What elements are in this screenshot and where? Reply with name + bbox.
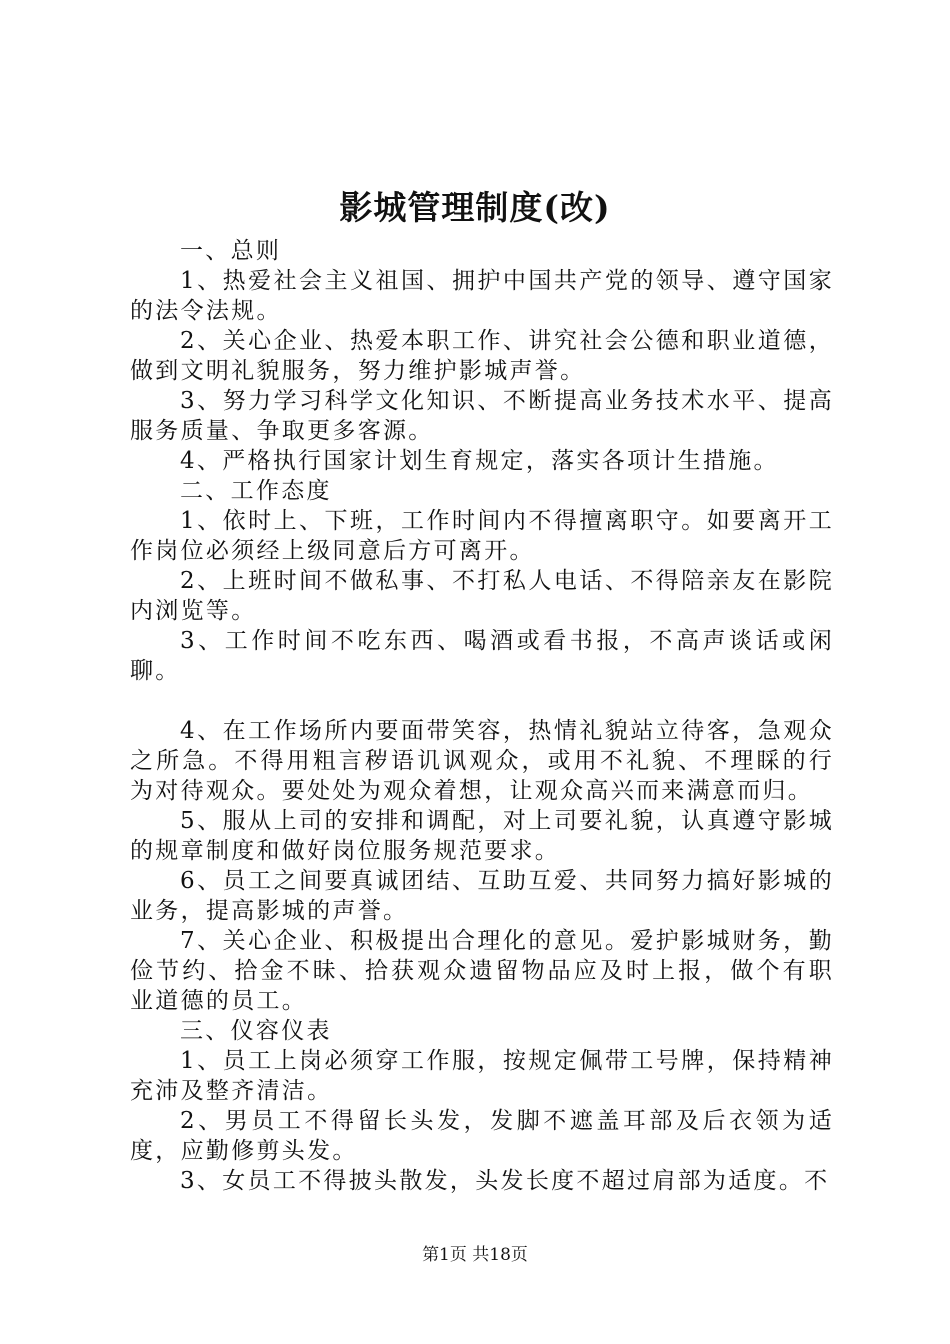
- paragraph: 3、工作时间不吃东西、喝酒或看书报，不高声谈话或闲聊。: [130, 628, 834, 684]
- blank-line: [130, 686, 834, 716]
- paragraph: 6、员工之间要真诚团结、互助互爱、共同努力搞好影城的业务，提高影城的声誉。: [130, 868, 834, 924]
- document-body: [130, 236, 834, 1196]
- paragraph: 7、关心企业、积极提出合理化的意见。爱护影城财务，勤俭节约、拾金不昧、拾获观众遗留物品应及时上报，做个有职业道德的员工。: [130, 928, 834, 1014]
- section-heading-work-attitude: 二、工作态度: [180, 478, 332, 504]
- paragraph: 4、严格执行国家计划生育规定，落实各项计生措施。: [180, 448, 779, 474]
- paragraph: 2、关心企业、热爱本职工作、讲究社会公德和职业道德，做到文明礼貌服务，努力维护影城声誉。: [130, 328, 834, 384]
- paragraph: 3、女员工不得披头散发，头发长度不超过肩部为适度。不: [180, 1168, 830, 1194]
- paragraph: 5、服从上司的安排和调配，对上司要礼貌，认真遵守影城的规章制度和做好岗位服务规范要求。: [130, 808, 834, 864]
- document-title: 影城管理制度(改): [339, 188, 611, 227]
- section-heading-appearance: 三、仪容仪表: [180, 1018, 332, 1044]
- paragraph: 1、员工上岗必须穿工作服，按规定佩带工号牌，保持精神充沛及整齐清洁。: [130, 1048, 834, 1104]
- paragraph: 1、依时上、下班，工作时间内不得擅离职守。如要离开工作岗位必须经上级同意后方可离开。: [130, 508, 834, 564]
- paragraph: 3、努力学习科学文化知识、不断提高业务技术水平、提高服务质量、争取更多客源。: [130, 388, 834, 444]
- paragraph: 2、上班时间不做私事、不打私人电话、不得陪亲友在影院内浏览等。: [130, 568, 834, 624]
- paragraph: 1、热爱社会主义祖国、拥护中国共产党的领导、遵守国家的法令法规。: [130, 268, 834, 324]
- section-heading-general: 一、总则: [180, 238, 282, 264]
- paragraph: 4、在工作场所内要面带笑容，热情礼貌站立待客，急观众之所急。不得用粗言秽语讥讽观众，或用不礼貌、不理睬的行为对待观众。要处处为观众着想，让观众高兴而来满意而归。: [130, 718, 834, 804]
- paragraph: 2、男员工不得留长头发，发脚不遮盖耳部及后衣领为适度，应勤修剪头发。: [130, 1108, 834, 1164]
- page-number-footer: 第1页 共18页: [422, 1245, 528, 1265]
